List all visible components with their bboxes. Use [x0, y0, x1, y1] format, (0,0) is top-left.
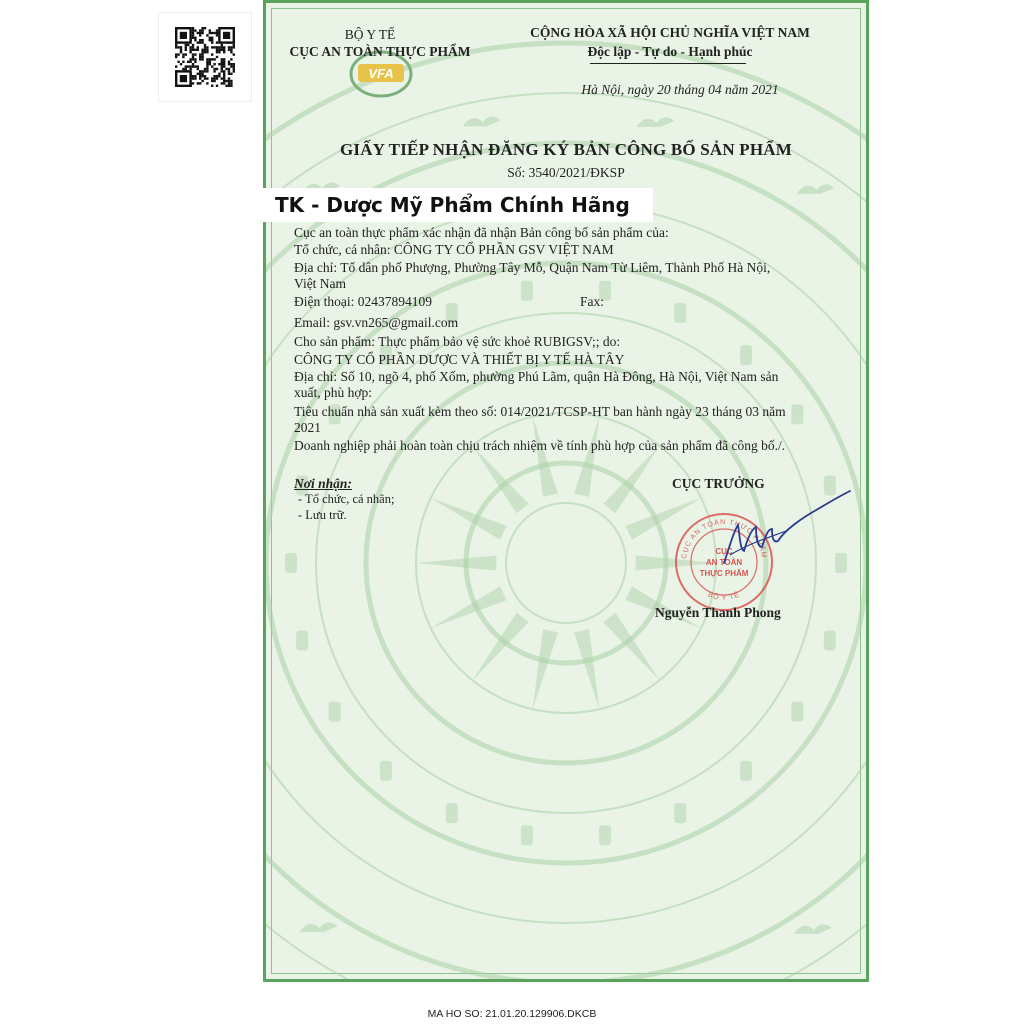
- qr-module: [192, 32, 194, 34]
- qr-module: [221, 68, 223, 70]
- qr-module: [228, 85, 230, 87]
- qr-module: [213, 68, 215, 70]
- qr-module: [199, 82, 201, 84]
- qr-module: [201, 75, 203, 77]
- qr-module: [223, 51, 225, 53]
- figure-motif: [521, 825, 533, 845]
- drum-ray: [603, 613, 659, 681]
- qr-module: [228, 49, 230, 51]
- drum-ray: [533, 417, 558, 497]
- qr-module: [194, 29, 196, 31]
- qr-module: [230, 46, 232, 48]
- qr-module: [211, 46, 213, 48]
- figure-motif: [285, 553, 297, 573]
- qr-module: [223, 32, 230, 39]
- qr-module: [192, 46, 194, 48]
- stamp-center-1: CỤC: [715, 547, 733, 556]
- qr-module: [216, 41, 218, 43]
- qr-module: [194, 49, 196, 51]
- qr-module: [216, 51, 218, 53]
- qr-module: [204, 75, 206, 77]
- figure-motif: [674, 303, 686, 323]
- qr-module: [218, 73, 220, 75]
- bird-motif: [463, 117, 501, 127]
- standard-a: Tiêu chuẩn nhà sản xuất kèm theo số: 014/2021/TCSP-HT ban hành ngày 23 tháng 03 năm: [294, 404, 786, 419]
- recipients-heading: Nơi nhận:: [294, 476, 352, 491]
- qr-module: [194, 77, 196, 79]
- document-number: Số: 3540/2021/ĐKSP: [507, 165, 625, 180]
- qr-module: [211, 65, 213, 67]
- recipient-item-1: - Tổ chức, cá nhân;: [298, 492, 395, 506]
- signer-name: Nguyễn Thanh Phong: [655, 605, 781, 620]
- qr-module: [197, 73, 199, 75]
- qr-module: [204, 44, 206, 46]
- qr-module: [228, 73, 230, 75]
- qr-module: [201, 56, 203, 58]
- qr-module: [213, 63, 215, 65]
- qr-module: [211, 53, 213, 55]
- body-line-1: Cục an toàn thực phẩm xác nhận đã nhận Bản công bố sản phẩm của:: [294, 225, 669, 240]
- drum-ray: [472, 446, 528, 514]
- qr-module: [206, 34, 208, 36]
- qr-module: [199, 53, 201, 55]
- qr-module: [221, 77, 223, 79]
- qr-module: [194, 58, 196, 60]
- qr-module: [228, 77, 230, 79]
- qr-module: [218, 63, 220, 65]
- qr-module: [223, 80, 225, 82]
- standard-b: 2021: [294, 420, 321, 435]
- qr-module: [199, 41, 201, 43]
- qr-module: [228, 61, 230, 63]
- ministry-name: BỘ Y TẾ: [344, 27, 396, 42]
- qr-module: [216, 85, 218, 87]
- qr-module: [230, 58, 232, 60]
- qr-module: [218, 51, 220, 53]
- qr-module: [223, 46, 225, 48]
- qr-module: [228, 70, 230, 72]
- qr-module: [199, 58, 201, 60]
- manufacturer: CÔNG TY CỔ PHẦN DƯỢC VÀ THIẾT BỊ Y TẾ HÀ TÂY: [294, 352, 625, 367]
- qr-module: [223, 82, 225, 84]
- figure-motif: [329, 702, 341, 722]
- qr-module: [192, 65, 194, 67]
- qr-module: [218, 46, 220, 48]
- qr-module: [199, 56, 201, 58]
- qr-module: [211, 77, 213, 79]
- qr-module: [192, 49, 194, 51]
- qr-module: [192, 34, 194, 36]
- qr-module: [206, 63, 208, 65]
- qr-module: [192, 63, 194, 65]
- qr-module: [199, 77, 201, 79]
- qr-module: [175, 65, 177, 67]
- qr-module: [233, 68, 235, 70]
- qr-module: [233, 53, 235, 55]
- qr-module: [230, 65, 232, 67]
- qr-module: [194, 65, 196, 67]
- fax: Fax:: [580, 294, 605, 309]
- qr-module: [187, 65, 189, 67]
- figure-motif: [740, 761, 752, 781]
- qr-module: [209, 63, 211, 65]
- recipient-item-2: - Lưu trữ.: [298, 508, 347, 522]
- qr-module: [199, 39, 201, 41]
- qr-module: [228, 82, 230, 84]
- qr-module: [204, 27, 206, 29]
- qr-module: [182, 61, 184, 63]
- qr-module: [192, 75, 194, 77]
- qr-module: [221, 82, 223, 84]
- signature: [710, 485, 860, 575]
- qr-module: [206, 51, 208, 53]
- qr-module: [213, 80, 215, 82]
- drum-ray: [574, 629, 599, 709]
- qr-module: [223, 58, 225, 60]
- qr-module: [206, 61, 208, 63]
- qr-module: [230, 80, 232, 82]
- drum-ray: [416, 555, 496, 570]
- qr-module: [197, 49, 199, 51]
- qr-module: [197, 68, 199, 70]
- qr-module: [192, 27, 194, 29]
- qr-module: [230, 63, 232, 65]
- qr-module: [230, 73, 232, 75]
- qr-module: [216, 34, 218, 36]
- qr-module: [218, 75, 220, 77]
- qr-module: [201, 49, 203, 51]
- qr-module: [206, 82, 208, 84]
- qr-module: [199, 34, 201, 36]
- signer-role: CỤC TRƯỞNG: [672, 476, 765, 491]
- figure-motif: [740, 345, 752, 365]
- qr-module: [180, 32, 187, 39]
- qr-module: [233, 44, 235, 46]
- qr-module: [201, 53, 203, 55]
- qr-module: [194, 75, 196, 77]
- qr-module: [209, 29, 211, 31]
- qr-module: [213, 70, 215, 72]
- qr-module: [221, 58, 223, 60]
- qr-module: [177, 53, 179, 55]
- qr-module: [201, 80, 203, 82]
- figure-motif: [296, 630, 308, 650]
- qr-module: [177, 61, 179, 63]
- body-line-3: Địa chỉ: Tổ dân phố Phượng, Phường Tây Mỗ, Quận Nam Từ Liêm, Thành Phố Hà Nội,: [294, 260, 771, 275]
- qr-module: [230, 85, 232, 87]
- bird-motif: [636, 117, 674, 127]
- product: Cho sản phẩm: Thực phẩm bảo vệ sức khoẻ RUBIGSV;; do:: [294, 334, 621, 349]
- qr-code-icon: [175, 23, 235, 91]
- qr-module: [197, 65, 199, 67]
- drum-ring: [506, 503, 626, 623]
- qr-module: [187, 44, 189, 46]
- figure-motif: [791, 702, 803, 722]
- qr-module: [180, 75, 187, 82]
- qr-module: [175, 56, 177, 58]
- qr-module: [206, 58, 208, 60]
- qr-module: [194, 53, 196, 55]
- qr-module: [189, 58, 191, 60]
- qr-module: [192, 58, 194, 60]
- figure-motif: [521, 281, 533, 301]
- qr-module: [194, 61, 196, 63]
- qr-module: [197, 41, 199, 43]
- qr-module: [199, 75, 201, 77]
- qr-module: [211, 32, 213, 34]
- qr-module: [175, 46, 177, 48]
- qr-module: [185, 46, 187, 48]
- qr-module: [221, 46, 223, 48]
- qr-module: [225, 68, 227, 70]
- qr-module: [175, 53, 177, 55]
- stamp-top-text: CỤC AN TOÀN THỰC PHẨM: [681, 518, 767, 560]
- dossier-code: MA HO SO: 21.01.20.129906.DKCB: [427, 1008, 597, 1020]
- qr-module: [230, 51, 232, 53]
- qr-module: [213, 32, 215, 34]
- drum-ray: [533, 629, 558, 709]
- qr-module: [221, 70, 223, 72]
- qr-module: [180, 46, 182, 48]
- logo-text: VFA: [368, 66, 394, 81]
- stamp-center-3: THỰC PHẨM: [699, 569, 749, 578]
- qr-module: [228, 68, 230, 70]
- email: Email: gsv.vn265@gmail.com: [294, 315, 459, 330]
- qr-module: [197, 82, 199, 84]
- bird-motif: [794, 924, 832, 934]
- qr-module: [209, 32, 211, 34]
- qr-module: [182, 68, 184, 70]
- qr-module: [206, 68, 208, 70]
- qr-module: [233, 46, 235, 48]
- qr-module: [211, 85, 213, 87]
- qr-module: [194, 37, 196, 39]
- qr-module: [223, 65, 225, 67]
- qr-module: [216, 49, 218, 51]
- qr-module: [204, 46, 206, 48]
- figure-motif: [599, 825, 611, 845]
- qr-module: [194, 39, 196, 41]
- qr-module: [228, 80, 230, 82]
- qr-module: [192, 53, 194, 55]
- qr-module: [223, 63, 225, 65]
- qr-module: [187, 61, 189, 63]
- qr-module: [211, 58, 213, 60]
- qr-module: [204, 77, 206, 79]
- address-2a: Địa chỉ: Số 10, ngõ 4, phố Xốm, phường Phú Lãm, quận Hà Đông, Hà Nội, Việt Nam sản: [294, 369, 779, 384]
- qr-module: [221, 65, 223, 67]
- qr-module: [180, 51, 182, 53]
- motto-underline: [590, 63, 746, 64]
- motto: Độc lập - Tự do - Hạnh phúc: [587, 44, 753, 59]
- qr-module: [201, 73, 203, 75]
- qr-module: [185, 49, 187, 51]
- qr-module: [189, 61, 191, 63]
- qr-module: [201, 51, 203, 53]
- qr-module: [180, 49, 182, 51]
- figure-motif: [674, 803, 686, 823]
- qr-module: [221, 63, 223, 65]
- qr-module: [180, 63, 182, 65]
- responsibility: Doanh nghiệp phải hoàn toàn chịu trách nhiệm về tính phù hợp của sản phẩm đã công bố./.: [294, 438, 786, 453]
- stamp-center-2: AN TOÀN: [705, 558, 743, 567]
- qr-module: [199, 70, 201, 72]
- country-name: CỘNG HÒA XÃ HỘI CHỦ NGHĨA VIỆT NAM: [530, 25, 810, 40]
- qr-module: [213, 46, 215, 48]
- qr-module: [182, 53, 184, 55]
- qr-module: [182, 56, 184, 58]
- qr-module: [223, 70, 225, 72]
- phone: Điện thoại: 02437894109: [294, 294, 432, 309]
- qr-module: [216, 75, 218, 77]
- figure-motif: [380, 761, 392, 781]
- qr-module: [185, 65, 187, 67]
- figure-motif: [791, 404, 803, 424]
- qr-module: [233, 63, 235, 65]
- qr-module: [216, 32, 218, 34]
- department-name: CỤC AN TOÀN THỰC PHẨM: [289, 44, 471, 59]
- bird-motif: [797, 184, 835, 194]
- qr-module: [192, 37, 194, 39]
- qr-module: [213, 75, 215, 77]
- qr-module: [201, 27, 203, 29]
- body-line-2: Tổ chức, cá nhân: CÔNG TY CỔ PHẦN GSV VIỆT NAM: [294, 242, 614, 257]
- qr-module: [185, 53, 187, 55]
- qr-module: [175, 44, 177, 46]
- qr-code: [158, 12, 252, 102]
- qr-module: [223, 73, 225, 75]
- qr-module: [209, 61, 211, 63]
- qr-module: [185, 44, 187, 46]
- qr-module: [189, 51, 191, 53]
- qr-module: [218, 49, 220, 51]
- qr-module: [206, 49, 208, 51]
- qr-module: [223, 75, 225, 77]
- qr-module: [189, 65, 191, 67]
- qr-module: [192, 77, 194, 79]
- address-2b: xuất, phù hợp:: [294, 385, 373, 400]
- qr-module: [228, 63, 230, 65]
- qr-module: [233, 70, 235, 72]
- qr-module: [204, 49, 206, 51]
- drum-ray: [603, 446, 659, 514]
- qr-module: [221, 44, 223, 46]
- qr-module: [204, 70, 206, 72]
- qr-module: [199, 29, 201, 31]
- qr-module: [216, 29, 218, 31]
- qr-module: [201, 58, 203, 60]
- qr-module: [206, 65, 208, 67]
- qr-module: [206, 77, 208, 79]
- qr-module: [216, 56, 218, 58]
- qr-module: [189, 49, 191, 51]
- bird-motif: [299, 923, 337, 933]
- qr-module: [230, 82, 232, 84]
- qr-module: [209, 37, 211, 39]
- qr-module: [189, 46, 191, 48]
- qr-module: [223, 61, 225, 63]
- qr-module: [223, 77, 225, 79]
- qr-module: [204, 51, 206, 53]
- qr-module: [192, 56, 194, 58]
- qr-module: [206, 46, 208, 48]
- qr-module: [201, 70, 203, 72]
- qr-module: [221, 61, 223, 63]
- qr-module: [192, 82, 194, 84]
- qr-module: [221, 49, 223, 51]
- figure-motif: [446, 803, 458, 823]
- qr-module: [201, 41, 203, 43]
- qr-module: [216, 46, 218, 48]
- drum-ray: [574, 417, 599, 497]
- qr-module: [192, 44, 194, 46]
- qr-module: [197, 32, 199, 34]
- qr-module: [228, 46, 230, 48]
- qr-module: [201, 32, 203, 34]
- qr-module: [201, 29, 203, 31]
- qr-module: [201, 39, 203, 41]
- qr-module: [177, 46, 179, 48]
- document-title: GIẤY TIẾP NHẬN ĐĂNG KÝ BẢN CÔNG BỐ SẢN PHẨM: [339, 140, 793, 159]
- qr-module: [233, 65, 235, 67]
- qr-module: [225, 85, 227, 87]
- shop-watermark: TK - Dược Mỹ Phẩm Chính Hãng: [263, 188, 653, 222]
- qr-module: [204, 68, 206, 70]
- issue-date: Hà Nội, ngày 20 tháng 04 năm 2021: [581, 82, 779, 97]
- svg-text:BỘ Y TẾ: [707, 589, 742, 602]
- qr-module: [209, 58, 211, 60]
- qr-module: [206, 70, 208, 72]
- qr-module: [225, 80, 227, 82]
- qr-module: [211, 37, 213, 39]
- qr-module: [211, 39, 213, 41]
- qr-module: [230, 49, 232, 51]
- body-line-4: Việt Nam: [294, 276, 347, 291]
- qr-module: [211, 80, 213, 82]
- qr-module: [199, 73, 201, 75]
- qr-module: [223, 49, 225, 51]
- drum-ray: [472, 613, 528, 681]
- qr-module: [216, 68, 218, 70]
- qr-module: [209, 39, 211, 41]
- stamp-bottom-text: BỘ Y TẾ: [706, 591, 742, 603]
- qr-module: [213, 58, 215, 60]
- qr-module: [199, 32, 201, 34]
- figure-motif: [824, 630, 836, 650]
- qr-module: [216, 77, 218, 79]
- qr-module: [185, 68, 187, 70]
- qr-module: [189, 68, 191, 70]
- qr-module: [192, 29, 194, 31]
- qr-module: [213, 77, 215, 79]
- qr-module: [197, 46, 199, 48]
- qr-module: [211, 41, 213, 43]
